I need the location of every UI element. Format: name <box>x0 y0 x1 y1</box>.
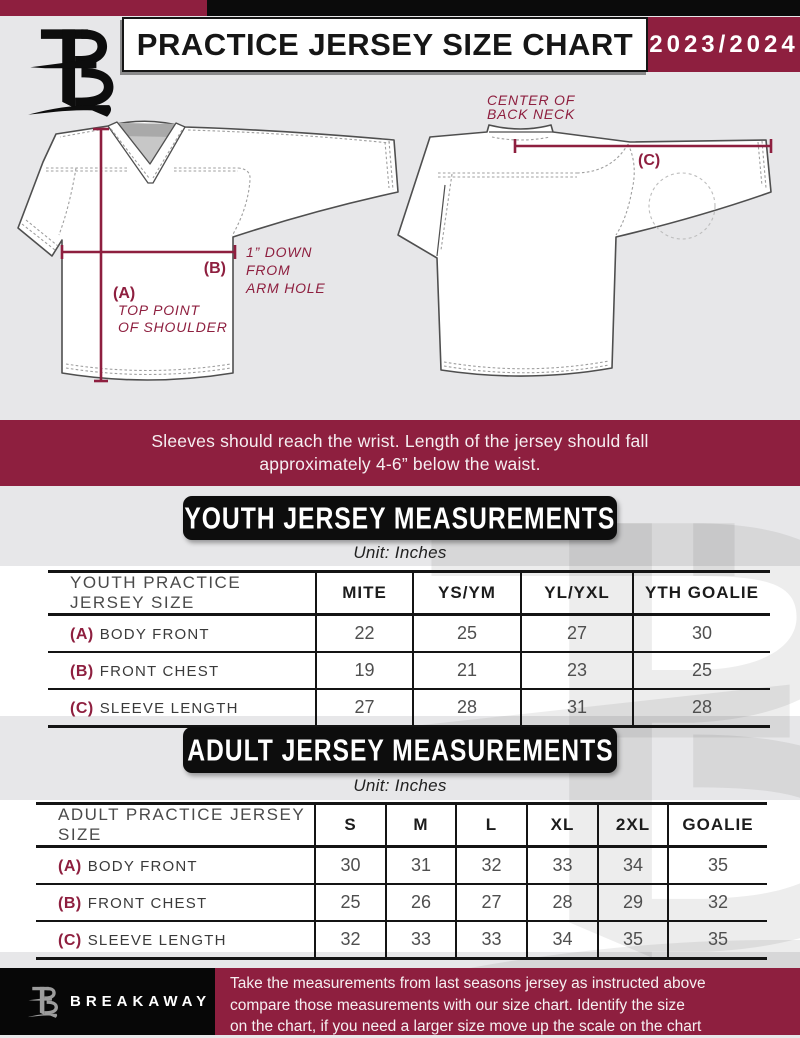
page-title-text: PRACTICE JERSEY SIZE CHART <box>136 26 634 62</box>
season-badge <box>648 17 800 72</box>
adult-size-table <box>36 802 767 960</box>
footer-brand-block <box>0 968 215 1035</box>
row-label <box>48 652 316 689</box>
top-strip-black <box>207 0 800 16</box>
label-b-desc-3: ARM HOLE <box>246 280 326 296</box>
cell-value: 28 <box>633 689 770 727</box>
jersey-back-diagram <box>398 92 771 376</box>
youth-header-row <box>48 572 770 615</box>
cell-value: 31 <box>386 847 456 885</box>
adult-heading-text: ADULT JERSEY MEASUREMENTS <box>186 731 614 768</box>
adult-section-heading <box>183 727 617 773</box>
table-row <box>36 847 767 885</box>
table-row <box>36 884 767 921</box>
footer-note-line3: on the chart, if you need a larger size move up the scale on the chart <box>230 1018 702 1035</box>
label-b-desc-1: 1” DOWN <box>246 244 313 260</box>
youth-unit-label: Unit: Inches <box>353 543 447 562</box>
label-point-c: (C) <box>638 152 661 169</box>
row-label <box>48 689 316 727</box>
column-header: YL/YXL <box>521 572 633 615</box>
row-label <box>48 615 316 653</box>
column-header: L <box>456 804 527 847</box>
cell-value: 33 <box>456 921 527 959</box>
brand-name: BREAKAWAY <box>70 993 212 1010</box>
cell-value: 35 <box>668 847 767 885</box>
table-row <box>36 921 767 959</box>
adult-table-wrap <box>36 802 767 960</box>
row-name: FRONT CHEST <box>87 895 208 912</box>
row-key: (C) <box>58 932 82 949</box>
page-title <box>122 17 648 72</box>
column-header: GOALIE <box>668 804 767 847</box>
column-header: XL <box>527 804 598 847</box>
breakaway-logo <box>26 22 122 122</box>
table-row <box>48 652 770 689</box>
cell-value: 25 <box>413 615 521 653</box>
fit-note-line1: Sleeves should reach the wrist. Length of the jersey should fall <box>151 431 649 451</box>
column-header: 2XL <box>598 804 668 847</box>
cell-value: 27 <box>316 689 413 727</box>
cell-value: 26 <box>386 884 456 921</box>
top-strip-maroon <box>0 0 207 16</box>
cell-value: 19 <box>316 652 413 689</box>
cell-value: 30 <box>315 847 386 885</box>
breakaway-logo-footer <box>27 984 61 1020</box>
label-point-b: (B) <box>203 260 226 277</box>
cell-value: 25 <box>633 652 770 689</box>
row-label <box>36 847 315 885</box>
cell-value: 35 <box>668 921 767 959</box>
row-name: BODY FRONT <box>99 626 210 643</box>
fit-note-banner <box>0 420 800 486</box>
adult-header-row <box>36 804 767 847</box>
cell-value: 33 <box>386 921 456 959</box>
row-key: (B) <box>70 663 94 680</box>
label-c-desc-1: CENTER OF <box>487 92 576 108</box>
row-key: (A) <box>58 858 82 875</box>
cell-value: 28 <box>527 884 598 921</box>
row-key: (B) <box>58 895 82 912</box>
adult-size-header: ADULT PRACTICE JERSEY SIZE <box>36 804 315 847</box>
adult-unit-label: Unit: Inches <box>353 776 447 795</box>
footer-note-line2: compare those measurements with our size chart. Identify the size <box>230 996 685 1014</box>
cell-value: 28 <box>413 689 521 727</box>
column-header: YS/YM <box>413 572 521 615</box>
cell-value: 35 <box>598 921 668 959</box>
column-header: MITE <box>316 572 413 615</box>
label-point-a: (A) <box>113 285 136 302</box>
cell-value: 27 <box>456 884 527 921</box>
label-a-desc-1: TOP POINT <box>118 302 200 318</box>
row-key: (C) <box>70 700 94 717</box>
youth-table-wrap <box>48 570 770 728</box>
cell-value: 34 <box>598 847 668 885</box>
footer-note-line1: Take the measurements from last seasons jersey as instructed above <box>230 975 706 992</box>
row-name: FRONT CHEST <box>99 663 220 680</box>
season-text: 2023/2024 <box>649 30 799 58</box>
row-label <box>36 921 315 959</box>
cell-value: 31 <box>521 689 633 727</box>
youth-section-heading <box>183 496 617 540</box>
youth-heading-text: YOUTH JERSEY MEASUREMENTS <box>184 499 616 536</box>
label-a-desc-2: OF SHOULDER <box>118 319 228 335</box>
row-key: (A) <box>70 626 94 643</box>
cell-value: 25 <box>315 884 386 921</box>
column-header: M <box>386 804 456 847</box>
row-name: SLEEVE LENGTH <box>87 932 227 949</box>
label-c-desc-2: BACK NECK <box>487 106 576 122</box>
column-header: S <box>315 804 386 847</box>
youth-size-table <box>48 570 770 728</box>
cell-value: 29 <box>598 884 668 921</box>
cell-value: 23 <box>521 652 633 689</box>
row-name: BODY FRONT <box>87 858 198 875</box>
cell-value: 34 <box>527 921 598 959</box>
cell-value: 32 <box>315 921 386 959</box>
jersey-front-diagram <box>18 121 398 381</box>
fit-note-line2: approximately 4-6” below the waist. <box>259 454 541 474</box>
cell-value: 27 <box>521 615 633 653</box>
label-b-desc-2: FROM <box>246 262 291 278</box>
cell-value: 22 <box>316 615 413 653</box>
cell-value: 32 <box>456 847 527 885</box>
youth-size-header: YOUTH PRACTICE JERSEY SIZE <box>48 572 316 615</box>
table-row <box>48 689 770 727</box>
cell-value: 30 <box>633 615 770 653</box>
cell-value: 21 <box>413 652 521 689</box>
cell-value: 32 <box>668 884 767 921</box>
footer-note <box>215 968 800 1035</box>
row-label <box>36 884 315 921</box>
jersey-diagrams <box>0 80 800 420</box>
row-name: SLEEVE LENGTH <box>99 700 239 717</box>
cell-value: 33 <box>527 847 598 885</box>
column-header: YTH GOALIE <box>633 572 770 615</box>
table-row <box>48 615 770 653</box>
